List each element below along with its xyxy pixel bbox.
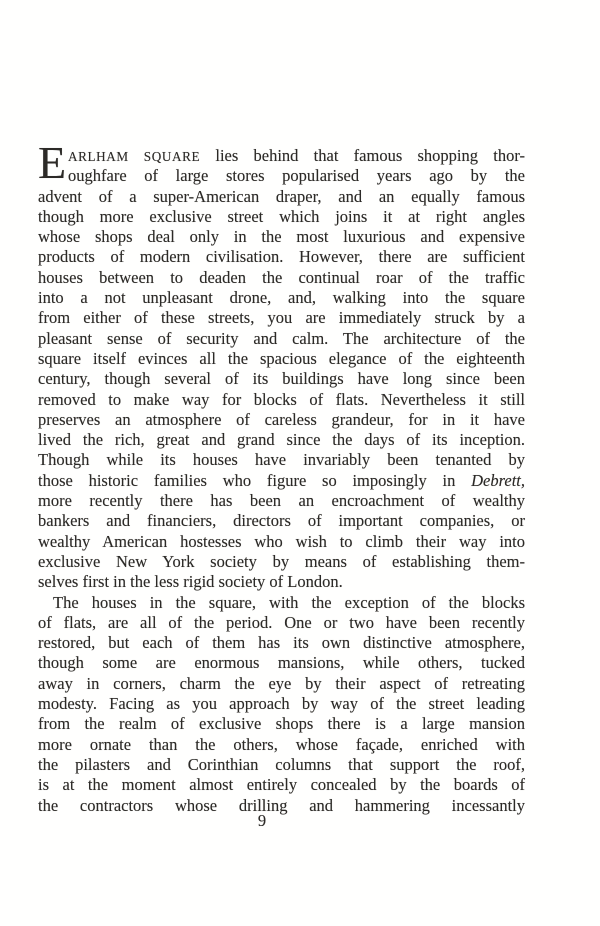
text-line — [38, 775, 525, 795]
text-block — [38, 137, 525, 816]
smallcaps-text: ARLHAM SQUARE — [68, 149, 201, 164]
text-segment: advent of a super-American draper, and an equally famous — [38, 186, 525, 206]
text-line — [38, 593, 525, 613]
text-line — [38, 146, 525, 166]
text-line — [38, 329, 525, 349]
text-line — [38, 552, 525, 572]
text-line — [38, 613, 525, 633]
text-segment: though some are enormous mansions, while others, tucked — [38, 653, 525, 673]
text-segment: removed to make way for blocks of flats. Nevertheless it still — [38, 389, 525, 409]
text-line — [38, 572, 525, 592]
text-line — [38, 491, 525, 511]
text-segment: selves first in the less rigid society of London. — [38, 572, 343, 592]
text-segment: of flats, are all of the period. One or two have been recently — [38, 612, 525, 632]
text-segment: wealthy American hostesses who wish to climb their way into — [38, 531, 525, 551]
text-segment: houses between to deaden the continual roar of the traffic — [38, 267, 525, 287]
text-segment: oughfare of large stores popularised years ago by the — [68, 166, 525, 186]
text-segment: the contractors whose drilling and hammering incessantly — [38, 795, 525, 815]
text-segment: is at the moment almost entirely concealed by the boards of — [38, 775, 525, 795]
text-segment: preserves an atmosphere of careless grandeur, for in it have — [38, 409, 525, 429]
text-segment: from either of these streets, you are immediately struck by a — [38, 308, 525, 328]
text-segment: The houses in the square, with the exception of the blocks — [53, 592, 525, 612]
text-line — [38, 755, 525, 775]
text-line — [38, 390, 525, 410]
text-segment: lived the rich, great and grand since the days of its inception. — [38, 430, 525, 450]
text-segment: modesty. Facing as you approach by way of the street leading — [38, 694, 525, 714]
text-segment: products of modern civilisation. However, there are sufficient — [38, 247, 525, 267]
text-line — [38, 288, 525, 308]
text-line — [38, 410, 525, 430]
text-line — [38, 187, 525, 207]
italic-text: Debrett, — [471, 470, 525, 490]
text-line — [38, 349, 525, 369]
text-segment: more recently there has been an encroachment of wealthy — [38, 491, 525, 511]
paragraph — [38, 137, 525, 593]
text-line — [38, 430, 525, 450]
text-line — [38, 471, 525, 491]
text-line — [38, 369, 525, 389]
text-line — [38, 268, 525, 288]
text-line — [38, 511, 525, 531]
text-line — [38, 674, 525, 694]
text-segment: the pilasters and Corinthian columns that support the roof, — [38, 754, 525, 774]
text-segment: those historic families who figure so imposingly in — [38, 470, 472, 490]
page-number: 9 — [257, 811, 267, 830]
text-segment: exclusive New York society by means of establishing them- — [38, 551, 525, 571]
text-line — [38, 308, 525, 328]
text-segment: into a not unpleasant drone, and, walking into the square — [38, 288, 525, 308]
text-line — [38, 247, 525, 267]
text-segment: square itself evinces all the spacious elegance of the eighteenth — [38, 348, 525, 368]
text-segment: from the realm of exclusive shops there is a large mansion — [38, 714, 525, 734]
text-segment: though more exclusive street which joins it at right angles — [38, 206, 525, 226]
text-segment: Though while its houses have invariably been tenanted by — [38, 450, 525, 470]
text-line — [38, 714, 525, 734]
text-segment: pleasant sense of security and calm. The architecture of the — [38, 328, 525, 348]
text-line — [38, 166, 525, 186]
text-segment: century, though several of its buildings have long since been — [38, 369, 525, 389]
paragraph — [38, 593, 525, 816]
text-line — [38, 532, 525, 552]
text-line — [38, 450, 525, 470]
text-segment: restored, but each of them has its own distinctive atmosphere, — [38, 633, 525, 653]
text-line — [38, 207, 525, 227]
text-line — [38, 653, 525, 673]
text-line — [38, 227, 525, 247]
text-segment: whose shops deal only in the most luxurious and expensive — [38, 227, 525, 247]
text-segment: lies behind that famous shopping thor- — [200, 146, 525, 165]
text-segment: bankers and financiers, directors of important companies, or — [38, 511, 525, 531]
text-segment: more ornate than the others, whose façade, enriched with — [38, 734, 525, 754]
text-line — [38, 694, 525, 714]
text-segment: away in corners, charm the eye by their aspect of retreating — [38, 673, 525, 693]
text-line — [38, 633, 525, 653]
text-line — [38, 735, 525, 755]
drop-cap-letter: E — [38, 137, 67, 188]
